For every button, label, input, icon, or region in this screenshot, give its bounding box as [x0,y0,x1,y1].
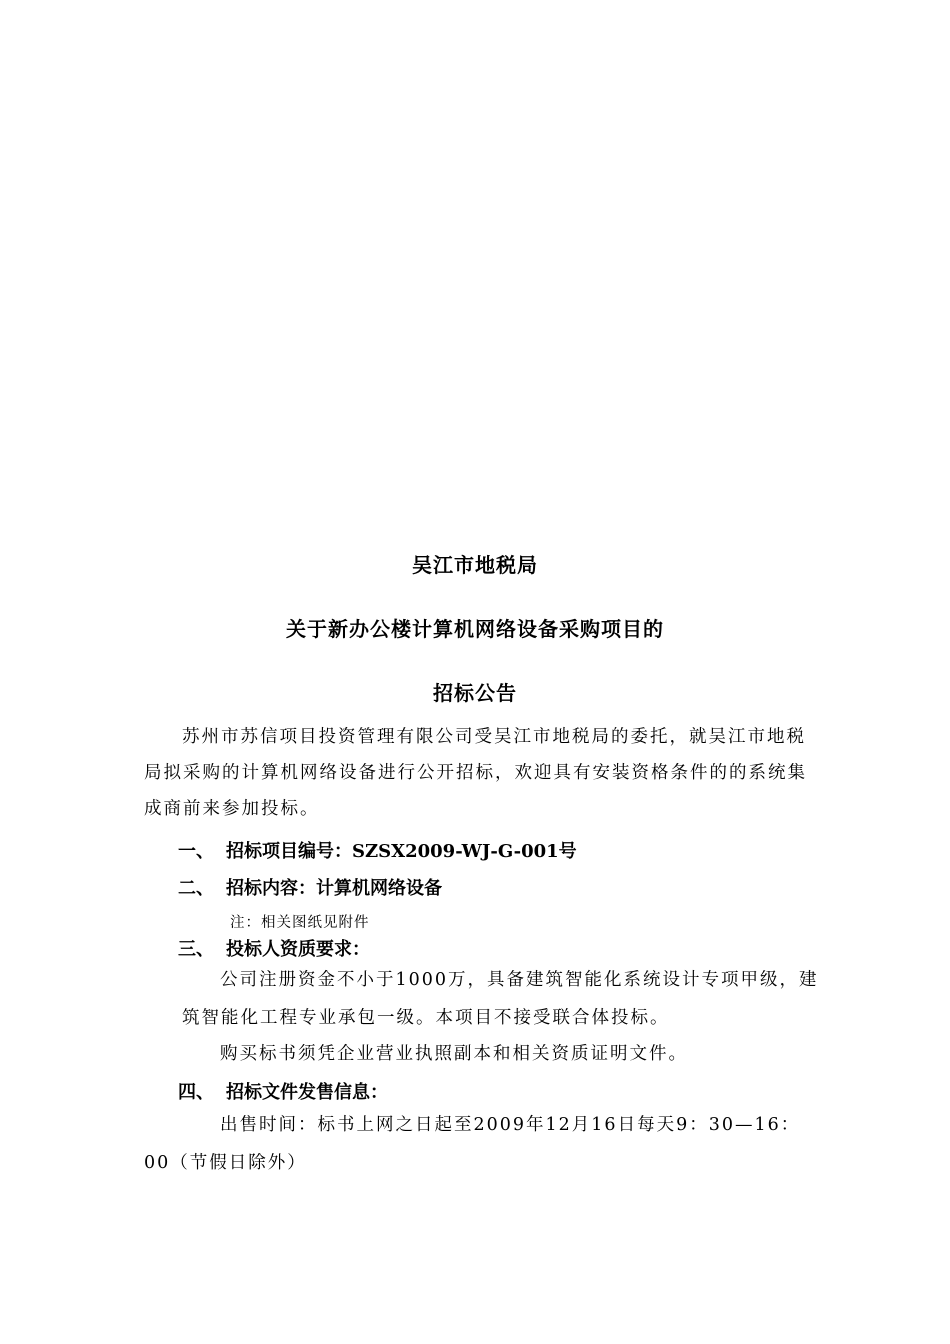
section-3-para-1-line-1: 公司注册资金不小于1000万，具备建筑智能化系统设计专项甲级，建 [220,970,819,990]
intro-line-2: 局拟采购的计算机网络设备进行公开招标，欢迎具有安装资格条件的的系统集 [144,763,807,783]
section-3-para-1-line-2: 筑智能化工程专业承包一级。本项目不接受联合体投标。 [182,1008,670,1028]
section-3-number: 三、 [178,939,214,960]
section-1-heading [178,837,577,863]
section-3-para-2: 购买标书须凭企业营业执照副本和相关资质证明文件。 [220,1044,688,1064]
section-2-number: 二、 [178,878,214,899]
section-1-number: 一、 [178,841,214,862]
section-3-heading [178,935,370,961]
section-4-para-1-line-1: 出售时间：标书上网之日起至2009年12月16日每天9：30—16： [220,1115,801,1135]
section-3-text: 投标人资质要求： [226,939,370,960]
section-4-heading [178,1078,388,1104]
section-4-para-1-line-2: 00（节假日除外） [144,1153,307,1173]
intro-line-3: 成商前来参加投标。 [144,799,320,819]
title-issuer: 吴江市地税局 [412,553,538,577]
section-2-text: 招标内容：计算机网络设备 [226,878,442,899]
section-2-heading [178,874,442,900]
title-subject: 关于新办公楼计算机网络设备采购项目的 [286,617,664,641]
section-1-text: 招标项目编号：SZSX2009-WJ-G-001号 [226,841,577,862]
intro-line-1: 苏州市苏信项目投资管理有限公司受吴江市地税局的委托，就吴江市地税 [182,727,806,747]
section-4-number: 四、 [178,1082,214,1103]
title-notice: 招标公告 [433,681,517,705]
section-2-note: 注：相关图纸见附件 [230,915,370,931]
section-4-text: 招标文件发售信息： [226,1082,388,1103]
